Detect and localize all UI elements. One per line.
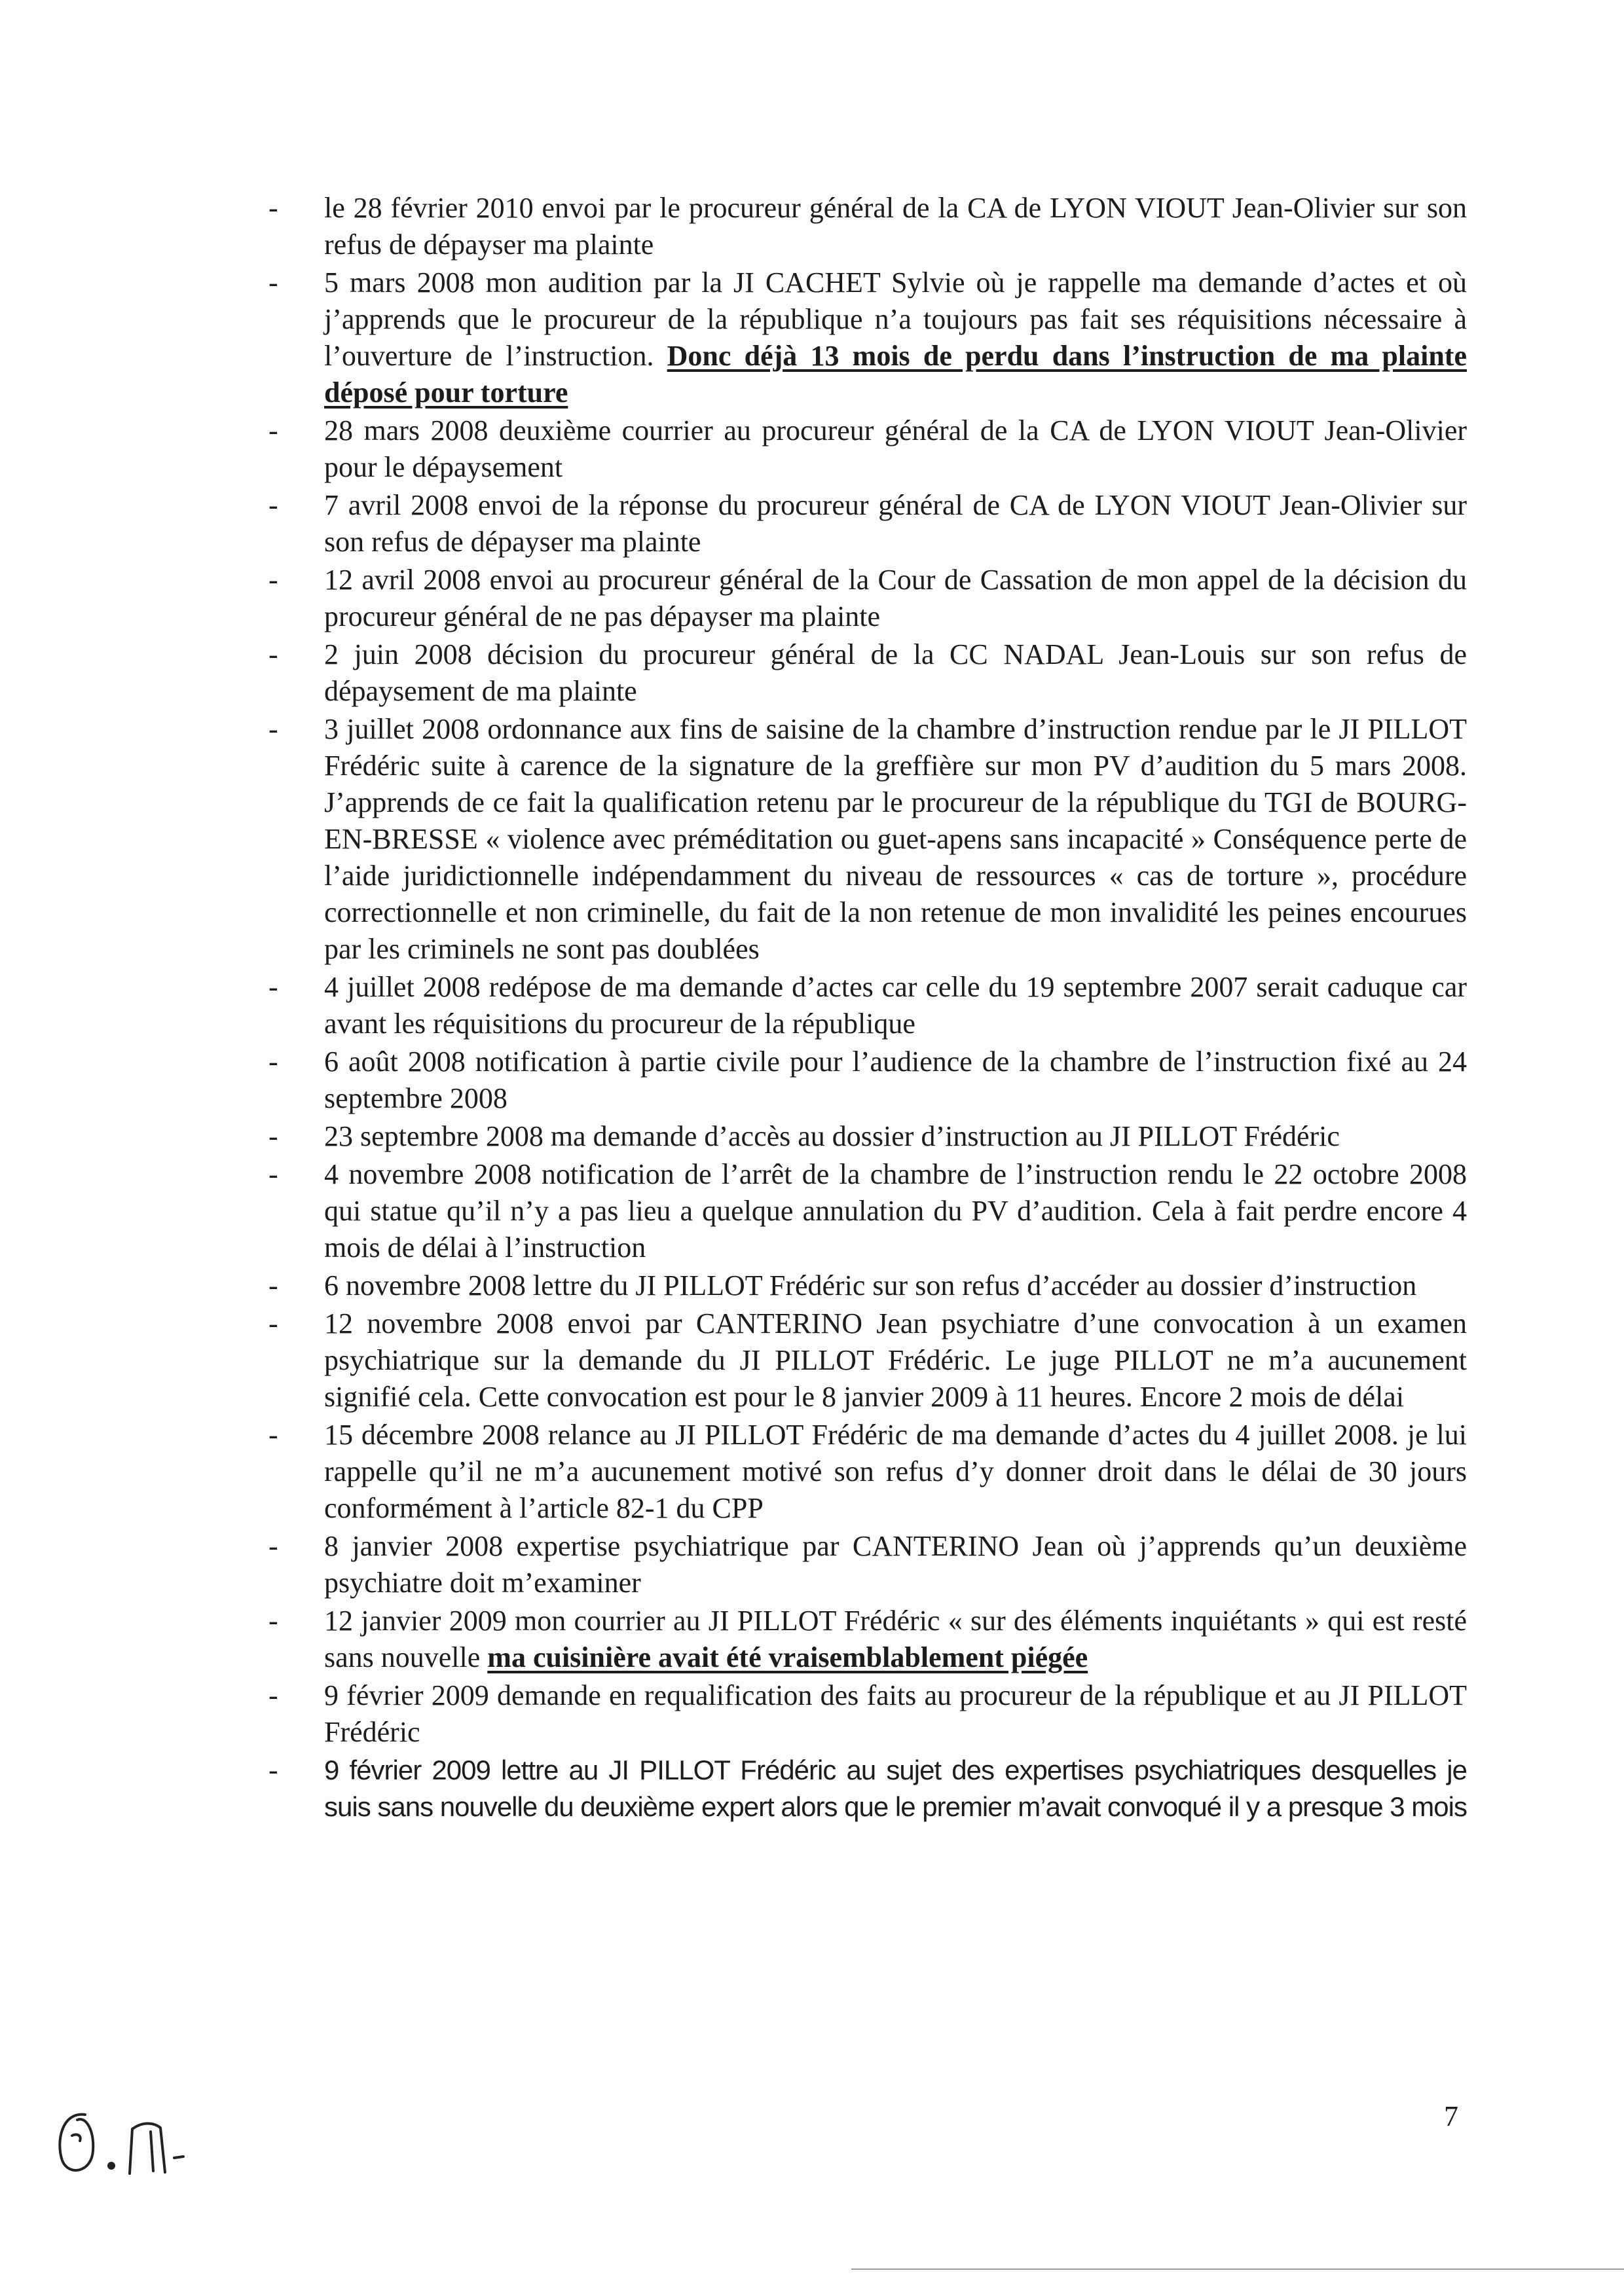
entry-text: 7 avril 2008 envoi de la réponse du procureur général de CA de LYON VIOUT Jean-Olivier sur son refus de dépayser ma plainte xyxy=(324,489,1467,558)
entry-text: 4 juillet 2008 redépose de ma demande d’actes car celle du 19 septembre 2007 serait caduque car avant les réquisitions du procureur de la république xyxy=(324,971,1467,1040)
entry-text: 5 mars 2008 mon audition par la JI CACHET Sylvie où je rappelle ma demande d’actes et où j’apprends que le procureur de la république n’a toujours pas fait ses réquisitions nécessaire à l’ouverture de l’instruction. xyxy=(324,266,1467,372)
entry-text: 4 novembre 2008 notification de l’arrêt de la chambre de l’instruction rendu le 22 octobre 2008 qui statue qu’il n’y a pas lieu a quelque annulation du PV d’audition. Cela à fait perdre encore 4 mois de délai à l’instruction xyxy=(324,1158,1467,1264)
list-dash: - xyxy=(268,1046,278,1078)
page-edge-line xyxy=(851,2269,1624,2270)
list-item xyxy=(268,1267,1467,1304)
list-dash: - xyxy=(268,713,278,745)
list-dash: - xyxy=(268,564,278,596)
entry-text: 6 août 2008 notification à partie civile pour l’audience de la chambre de l’instruction fixé au 24 septembre 2008 xyxy=(324,1046,1467,1114)
list-dash: - xyxy=(268,489,278,521)
list-item xyxy=(268,1603,1467,1676)
list-dash: - xyxy=(268,638,278,670)
list-dash: - xyxy=(268,1307,278,1339)
list-item xyxy=(268,1677,1467,1751)
list-item xyxy=(268,1118,1467,1155)
entry-text: 12 avril 2008 envoi au procureur général de la Cour de Cassation de mon appel de la décision du procureur général de ne pas dépayser ma plainte xyxy=(324,564,1467,632)
list-dash: - xyxy=(268,1754,278,1786)
entry-text: 15 décembre 2008 relance au JI PILLOT Frédéric de ma demande d’actes du 4 juillet 2008. je lui rappelle qu’il ne m’a aucunement motivé son refus d’y donner droit dans le délai de 30 jours conformément à l’article 82-1 du CPP xyxy=(324,1419,1467,1524)
entry-text: 8 janvier 2008 expertise psychiatrique par CANTERINO Jean où j’apprends qu’un deuxième psychiatre doit m’examiner xyxy=(324,1530,1467,1599)
entry-text: le 28 février 2010 envoi par le procureur général de la CA de LYON VIOUT Jean-Olivier sur son refus de dépayser ma plainte xyxy=(324,192,1467,261)
list-item xyxy=(268,1305,1467,1415)
list-item xyxy=(268,190,1467,263)
list-item xyxy=(268,636,1467,710)
list-item xyxy=(268,487,1467,560)
entry-text: 28 mars 2008 deuxième courrier au procureur général de la CA de LYON VIOUT Jean-Olivier pour le dépaysement xyxy=(324,414,1467,483)
list-dash: - xyxy=(268,192,278,224)
list-dash: - xyxy=(268,1605,278,1637)
list-item xyxy=(268,1752,1467,1825)
list-item xyxy=(268,412,1467,486)
list-item xyxy=(268,264,1467,411)
list-item xyxy=(268,711,1467,968)
list-item xyxy=(268,969,1467,1042)
entry-text: 2 juin 2008 décision du procureur général de la CC NADAL Jean-Louis sur son refus de dépaysement de ma plainte xyxy=(324,638,1467,707)
list-dash: - xyxy=(268,1120,278,1152)
entry-text: 6 novembre 2008 lettre du JI PILLOT Frédéric sur son refus d’accéder au dossier d’instruction xyxy=(324,1269,1417,1302)
chronology-list xyxy=(268,190,1467,1827)
list-dash: - xyxy=(268,1269,278,1302)
list-item xyxy=(268,1417,1467,1527)
list-dash: - xyxy=(268,1530,278,1562)
list-dash: - xyxy=(268,414,278,446)
entry-text: 12 novembre 2008 envoi par CANTERINO Jean psychiatre d’une convocation à un examen psychiatrique sur la demande du JI PILLOT Frédéric. Le juge PILLOT ne m’a aucunement signifié cela. Cette convocation est pour le 8 janvier 2009 à 11 heures. Encore 2 mois de délai xyxy=(324,1307,1467,1413)
list-dash: - xyxy=(268,1419,278,1451)
entry-text: 9 février 2009 lettre au JI PILLOT Frédéric au sujet des expertises psychiatriques desquelles je suis sans nouvelle du deuxième expert alors que le premier m’avait convoqué il y a presque 3 mois xyxy=(324,1755,1467,1822)
emphasized-text: Donc déjà 13 mois de perdu dans l’instruction de ma plainte déposé pour torture xyxy=(324,340,1467,409)
entry-text: 9 février 2009 demande en requalification des faits au procureur de la république et au JI PILLOT Frédéric xyxy=(324,1679,1467,1748)
list-item xyxy=(268,1528,1467,1601)
list-item xyxy=(268,1044,1467,1117)
list-dash: - xyxy=(268,1679,278,1711)
entry-text: 12 janvier 2009 mon courrier au JI PILLOT Frédéric « sur des éléments inquiétants » qui est resté sans nouvelle xyxy=(324,1605,1467,1673)
handwritten-initials xyxy=(46,2095,242,2180)
entry-text: 3 juillet 2008 ordonnance aux fins de saisine de la chambre d’instruction rendue par le JI PILLOT Frédéric suite à carence de la signature de la greffière sur mon PV d’audition du 5 mars 2008. J’apprends de ce fait la qualification retenu par le procureur de la république du TGI de BOURG-EN-BRESSE « violence avec préméditation ou guet-apens sans incapacité » Conséquence perte de l’aide juridictionnelle indépendamment du niveau de ressources « cas de torture », procédure correctionnelle et non criminelle, du fait de la non retenue de mon invalidité les peines encourues par les criminels ne sont pas doublées xyxy=(324,713,1467,965)
list-dash: - xyxy=(268,971,278,1003)
list-dash: - xyxy=(268,1158,278,1190)
list-dash: - xyxy=(268,266,278,299)
emphasized-text: ma cuisinière avait été vraisemblablement piégée xyxy=(487,1641,1088,1673)
list-item xyxy=(268,1156,1467,1266)
list-item xyxy=(268,562,1467,635)
page-number: 7 xyxy=(1444,2100,1458,2132)
entry-text: 23 septembre 2008 ma demande d’accès au dossier d’instruction au JI PILLOT Frédéric xyxy=(324,1120,1340,1152)
